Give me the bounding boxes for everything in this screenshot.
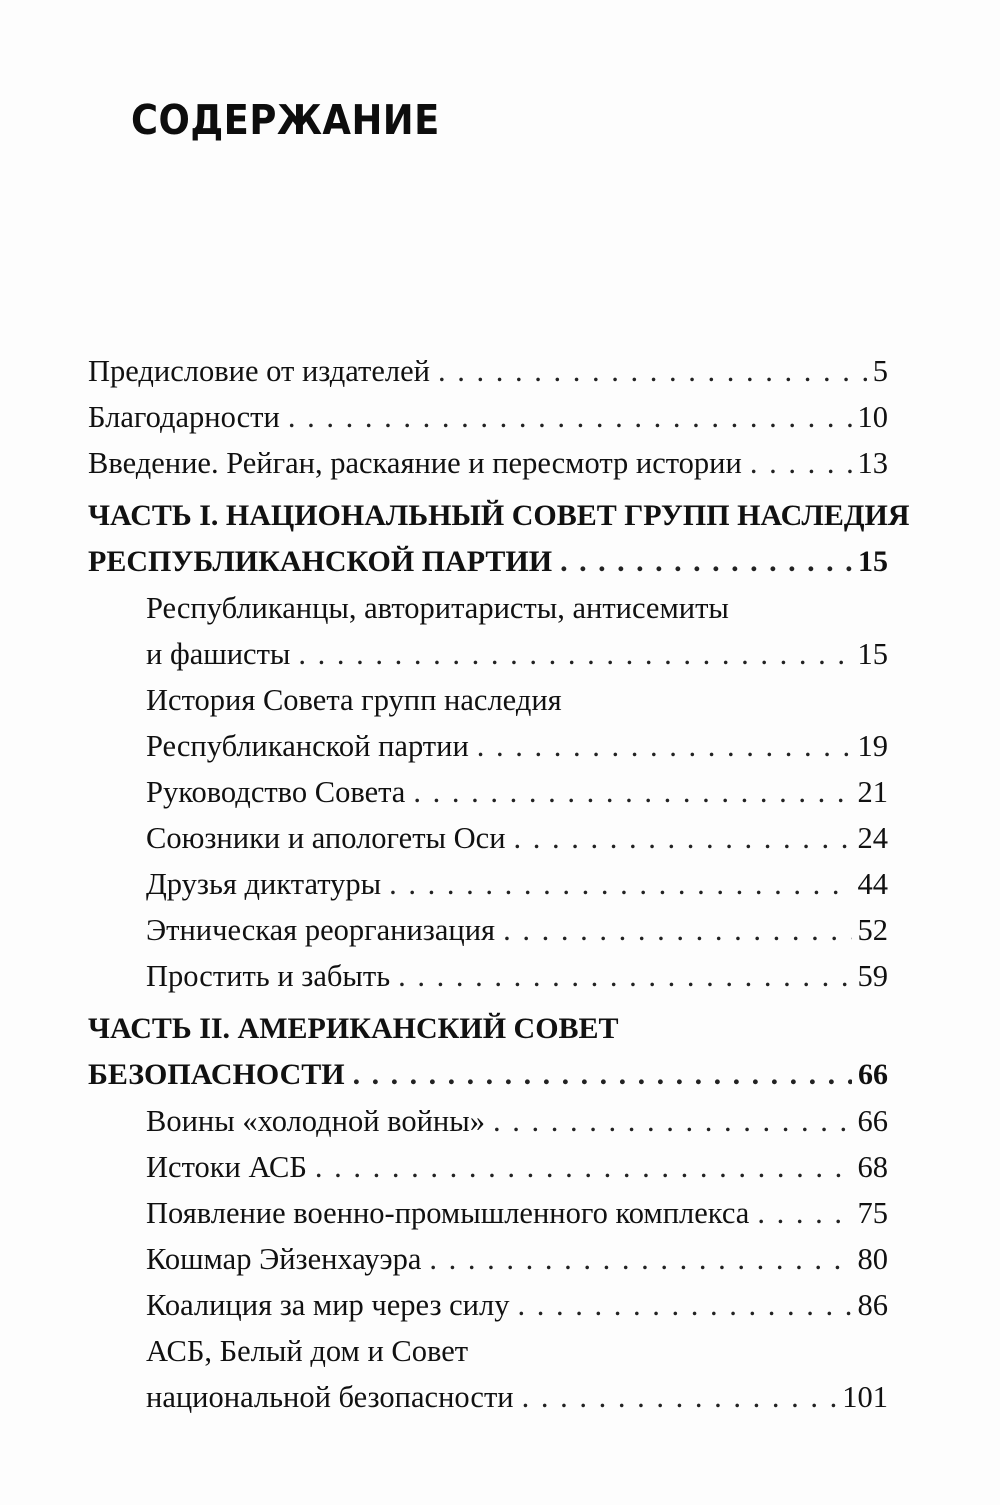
toc-page-number: 68 — [857, 1150, 888, 1184]
toc-entry-title: Этническая реорганизация — [146, 913, 496, 947]
toc-page-number: 101 — [842, 1380, 888, 1414]
dot-leader — [493, 1098, 852, 1144]
dot-leader — [389, 861, 851, 907]
toc-entry-title: Благодарности — [88, 400, 280, 434]
dot-leader — [757, 1190, 851, 1236]
toc-entry-title-line1: Республиканцы, авторитаристы, антисемиты — [146, 591, 729, 625]
toc-section-white-house — [88, 1328, 888, 1420]
toc-entry-title: Друзья диктатуры — [146, 867, 382, 901]
toc-entry-title-line2: и фашисты — [146, 637, 291, 671]
toc-page-number: 86 — [857, 1288, 888, 1322]
toc-part-title-line2: БЕЗОПАСНОСТИ — [88, 1058, 345, 1091]
toc-section-republicans — [88, 585, 888, 677]
toc-section-forgive — [88, 953, 888, 999]
toc-section-axis-allies — [88, 815, 888, 861]
toc-page-number: 24 — [857, 821, 888, 855]
toc-page-number: 75 — [857, 1196, 888, 1230]
toc-page-number: 52 — [857, 913, 888, 947]
toc-page-number: 44 — [857, 867, 888, 901]
toc-page-number: 59 — [857, 959, 888, 993]
toc-entry-title-line2: Республиканской партии — [146, 729, 469, 763]
toc-entry-introduction — [88, 440, 888, 486]
toc-page-number: 21 — [857, 775, 888, 809]
dot-leader — [413, 769, 851, 815]
toc-entry-title: Союзники и апологеты Оси — [146, 821, 506, 855]
toc-page-number: 13 — [857, 446, 888, 480]
toc-page-number: 10 — [857, 400, 888, 434]
toc-entry-acknowledgements — [88, 394, 888, 440]
dot-leader — [477, 723, 852, 769]
dot-leader — [560, 539, 852, 585]
table-of-contents — [88, 348, 910, 1420]
dot-leader — [522, 1374, 837, 1420]
toc-page-number: 19 — [857, 729, 888, 763]
toc-part-title-line1: ЧАСТЬ II. АМЕРИКАНСКИЙ СОВЕТ — [88, 1012, 619, 1045]
toc-entry-title: Простить и забыть — [146, 959, 391, 993]
dot-leader — [298, 631, 851, 677]
toc-page-number: 80 — [857, 1242, 888, 1276]
toc-entry-title: Введение. Рейган, раскаяние и пересмотр истории — [88, 446, 742, 480]
toc-section-military-industrial — [88, 1190, 888, 1236]
dot-leader — [503, 907, 851, 953]
toc-section-ethnic — [88, 907, 888, 953]
toc-section-eisenhower — [88, 1236, 888, 1282]
toc-entry-title-line1: АСБ, Белый дом и Совет — [146, 1334, 469, 1368]
toc-page-number: 15 — [857, 637, 888, 671]
toc-entry-title: Истоки АСБ — [146, 1150, 307, 1184]
dot-leader — [429, 1236, 851, 1282]
dot-leader — [514, 815, 852, 861]
toc-entry-title-line1: История Совета групп наследия — [146, 683, 562, 717]
toc-page-number: 5 — [872, 354, 888, 388]
toc-part-title-line2: РЕСПУБЛИКАНСКОЙ ПАРТИИ — [88, 545, 553, 578]
toc-entry-title: Коалиция за мир через силу — [146, 1288, 510, 1322]
toc-page-number: 66 — [857, 1104, 888, 1138]
dot-leader — [438, 348, 867, 394]
page-title: СОДЕРЖАНИЕ — [131, 96, 440, 144]
toc-entry-title: Предисловие от издателей — [88, 354, 430, 388]
toc-entry-title-line2: национальной безопасности — [146, 1380, 514, 1414]
toc-entry-title: Кошмар Эйзенхауэра — [146, 1242, 422, 1276]
dot-leader — [398, 953, 851, 999]
dot-leader — [315, 1144, 852, 1190]
toc-part-2 — [88, 1006, 888, 1098]
toc-page-number: 66 — [858, 1058, 888, 1091]
toc-part-title-line1: ЧАСТЬ I. НАЦИОНАЛЬНЫЙ СОВЕТ ГРУПП НАСЛЕДИЯ — [88, 499, 910, 532]
toc-section-leadership — [88, 769, 888, 815]
dot-leader — [517, 1282, 851, 1328]
toc-entry-preface — [88, 348, 888, 394]
toc-section-history — [88, 677, 888, 769]
toc-section-coalition — [88, 1282, 888, 1328]
toc-section-origins — [88, 1144, 888, 1190]
toc-entry-title: Руководство Совета — [146, 775, 406, 809]
dot-leader — [353, 1052, 852, 1098]
toc-entry-title: Воины «холодной войны» — [146, 1104, 485, 1138]
toc-part-1 — [88, 493, 910, 585]
toc-section-dictatorship — [88, 861, 888, 907]
dot-leader — [288, 394, 852, 440]
toc-entry-title: Появление военно-промышленного комплекса — [146, 1196, 750, 1230]
dot-leader — [750, 440, 852, 486]
toc-section-cold-warriors — [88, 1098, 888, 1144]
toc-page-number: 15 — [858, 545, 888, 578]
